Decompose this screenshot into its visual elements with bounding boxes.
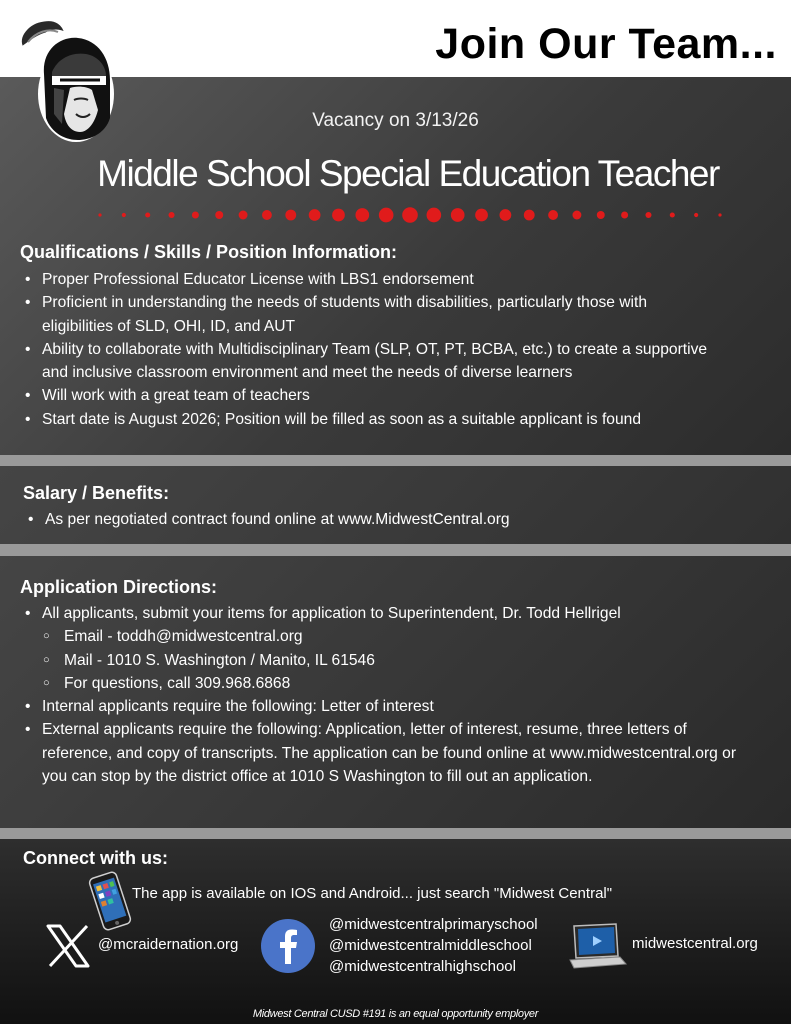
divider-dot xyxy=(192,211,199,218)
knight-helmet-icon xyxy=(14,14,120,146)
divider-dot xyxy=(548,210,558,220)
section-divider xyxy=(0,828,791,839)
footer-text: Midwest Central CUSD #191 is an equal opportunity employer xyxy=(252,1008,539,1020)
divider-dot xyxy=(145,212,150,217)
list-item: • All applicants, submit your items for application to Superintendent, Dr. Todd Hellrigel xyxy=(21,602,736,625)
website-link[interactable]: midwestcentral.org xyxy=(632,935,758,952)
section-divider xyxy=(0,455,791,466)
facebook-page-link[interactable]: @midwestcentralmiddleschool xyxy=(329,937,532,954)
qualifications-heading: Qualifications / Skills / Position Information: xyxy=(20,242,398,262)
mail-item: ○ Mail - 1010 S. Washington / Manito, IL 61546 xyxy=(21,649,736,672)
divider-dot xyxy=(262,210,272,220)
divider-dot xyxy=(670,212,675,217)
facebook-icon[interactable] xyxy=(260,918,316,974)
divider-dot xyxy=(572,211,581,220)
vacancy-date: Vacancy on 3/13/26 xyxy=(312,110,479,131)
list-item: • External applicants require the following: Application, letter of interest, resume, three letters of reference, and copy of transcripts. The application can be found online at www.midwestcentral.org or you can stop by the district office at 1010 S Washington to fill out an application. xyxy=(21,718,736,788)
red-dot-divider xyxy=(90,205,730,225)
salary-list xyxy=(24,508,724,531)
divider-dot xyxy=(427,208,442,223)
divider-dot xyxy=(332,209,345,222)
divider-dot xyxy=(718,213,721,216)
facebook-page-link[interactable]: @midwestcentralprimaryschool xyxy=(329,916,538,933)
list-item: • Proficient in understanding the needs of students with disabilities, particularly those with eligibilities of SLD, OHI, ID, and AUT xyxy=(21,291,721,338)
divider-dot xyxy=(215,211,223,219)
facebook-pages xyxy=(329,914,538,977)
divider-dot xyxy=(694,213,698,217)
facebook-page-link[interactable]: @midwestcentralhighschool xyxy=(329,958,516,975)
divider-dot xyxy=(169,212,175,218)
divider-dot xyxy=(499,209,511,221)
connect-heading: Connect with us: xyxy=(23,848,168,868)
divider-dot xyxy=(524,210,535,221)
list-item: • Internal applicants require the following: Letter of interest xyxy=(21,695,736,718)
divider-dot xyxy=(309,209,321,221)
list-item: • Start date is August 2026; Position will be filled as soon as a suitable applicant is found xyxy=(21,408,721,431)
divider-dot xyxy=(645,212,651,218)
divider-dot xyxy=(475,209,488,222)
position-title: Middle School Special Education Teacher xyxy=(97,153,719,194)
divider-dot xyxy=(98,213,101,216)
salary-heading: Salary / Benefits: xyxy=(23,483,170,503)
list-item: • Will work with a great team of teachers xyxy=(21,384,721,407)
email-item: ○ Email - toddh@midwestcentral.org xyxy=(21,625,736,648)
section-divider xyxy=(0,544,791,556)
phone-item: ○ For questions, call 309.968.6868 xyxy=(21,672,736,695)
app-availability-text: The app is available on IOS and Android... just search "Midwest Central" xyxy=(132,885,613,902)
divider-dot xyxy=(285,210,296,221)
divider-dot xyxy=(355,208,369,222)
page-title: Join Our Team... xyxy=(435,20,777,68)
list-item: • As per negotiated contract found online at www.MidwestCentral.org xyxy=(24,508,724,531)
salary-panel xyxy=(0,466,791,544)
divider-dot xyxy=(122,213,126,217)
divider-dot xyxy=(597,211,605,219)
application-list xyxy=(21,602,736,788)
divider-dot xyxy=(402,207,418,223)
list-item: • Ability to collaborate with Multidisciplinary Team (SLP, OT, PT, BCBA, etc.) to create a supportive and inclusive classroom environment and meet the needs of diverse learners xyxy=(21,338,721,385)
laptop-icon xyxy=(566,922,628,972)
x-handle[interactable]: @mcraidernation.org xyxy=(98,936,239,953)
divider-dot xyxy=(379,208,394,223)
list-item: • Proper Professional Educator License with LBS1 endorsement xyxy=(21,268,721,291)
divider-dot xyxy=(239,211,248,220)
application-heading: Application Directions: xyxy=(20,577,218,597)
divider-dot xyxy=(451,208,465,222)
x-logo-icon[interactable] xyxy=(44,922,92,970)
divider-dot xyxy=(621,211,628,218)
qualifications-list xyxy=(21,268,721,431)
